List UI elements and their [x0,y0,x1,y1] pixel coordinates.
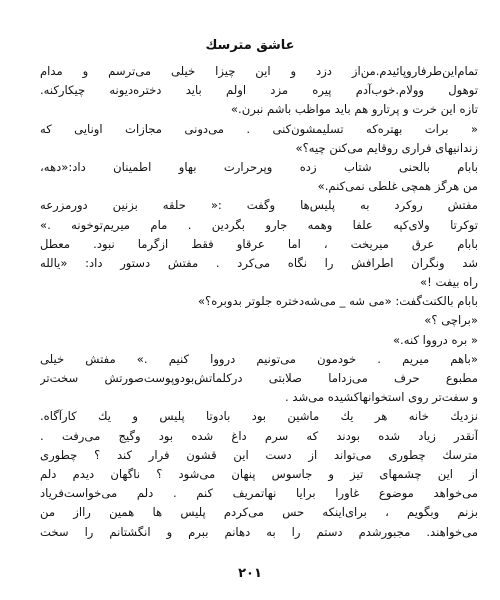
text-line: تمام‌این‌طرفاروپائیدم.من‌از دزد و این چیزا خیلی می‌ترسم و مدام [40,64,478,78]
text-line: توهول وولام.خوب‌آدم پیره مزد اولم باید دختره‌دیونه چیکارکنه. [40,83,478,98]
text-line: توکرتا ولای‌کپه علفا وهمه جارو بگردین . مام میریم‌توخونه .» [40,217,478,232]
text-line: بزنم وبگویم ، برای‌اینکه حس می‌کردم پلیس ها همین رااز من [40,505,478,520]
text-line: مطبوع حرف می‌زداما صلابتی درکلماتش‌بودوپوست‌صورتش سخت‌تر [40,371,478,385]
text-line: از این چشمهای تیز و جاسوس پنهان می‌شود ؟ ناگهان دیدم دلم [40,466,478,481]
text-line: مفتش روکرد به پلیس‌ها وگفت :« حلقه بزنین دورمزرعه [40,198,478,213]
body-text [40,62,478,542]
text-line: بابام بالکنت‌گفت: «می شه _ می‌شه‌دختره جلوتر بدوبره؟» [197,294,478,309]
text-line: «براچی ؟» [424,313,478,328]
text-line: مترسك چطوری می‌تواند از دست این قشون فرار کند ؟ چطوری [40,447,478,462]
text-line: می‌خواهند. مجبورشدم دستم را به دهانم ببرم و انگشتانم را سخت [40,524,478,539]
text-line: بابام بالحنی شتاب زده وپرحرارت بهاو اطمینان داد:«دهه، [40,159,478,174]
text-line: می‌خواهد موضوع غاورا برایا نهاتمریف کنم . دلم می‌خواست‌فریاد [40,486,478,501]
text-line: بابام عرق میریخت ، اما عرقاو فقط ازگرما نبود. معطل [40,236,478,251]
running-header: عاشق مترسك [205,38,295,53]
page-number: ۲۰۱ [238,566,262,581]
text-line: آنقدر زیاد شده بودند که سرم داغ شده بود وگیج می‌رفت . [40,428,478,443]
text-line: « برات بهتره‌که تسلیمشون‌کنی . می‌دونی مجازات اونایی که [40,121,478,136]
text-line: تازه این خرت و پرتارو هم باید مواظب باشم نبرن.» [230,102,478,117]
text-line: زندانیهای فراری روقایم می‌کنن چیه؟» [295,140,478,155]
text-line: نزدیك خانه هر یك ماشین بود بادوتا پلیس و یك کارآگاه. [40,409,478,424]
text-line: و سفت‌تر روی استخوانها‌کشیده می‌شد . [285,390,478,405]
text-line: شد ونگران اطرافش را نگاه می‌کرد . مفتش دستور داد: «یالله [40,255,478,270]
text-line: « بره درووا کنه.» [392,332,478,347]
text-line: «باهم میریم . خودمون می‌تونیم درووا کنیم .» مفتش خیلی [40,351,478,366]
text-line: من هرگز همچی غلطی نمی‌کنم.» [317,179,478,194]
text-line: راه بیفت !» [420,275,478,290]
